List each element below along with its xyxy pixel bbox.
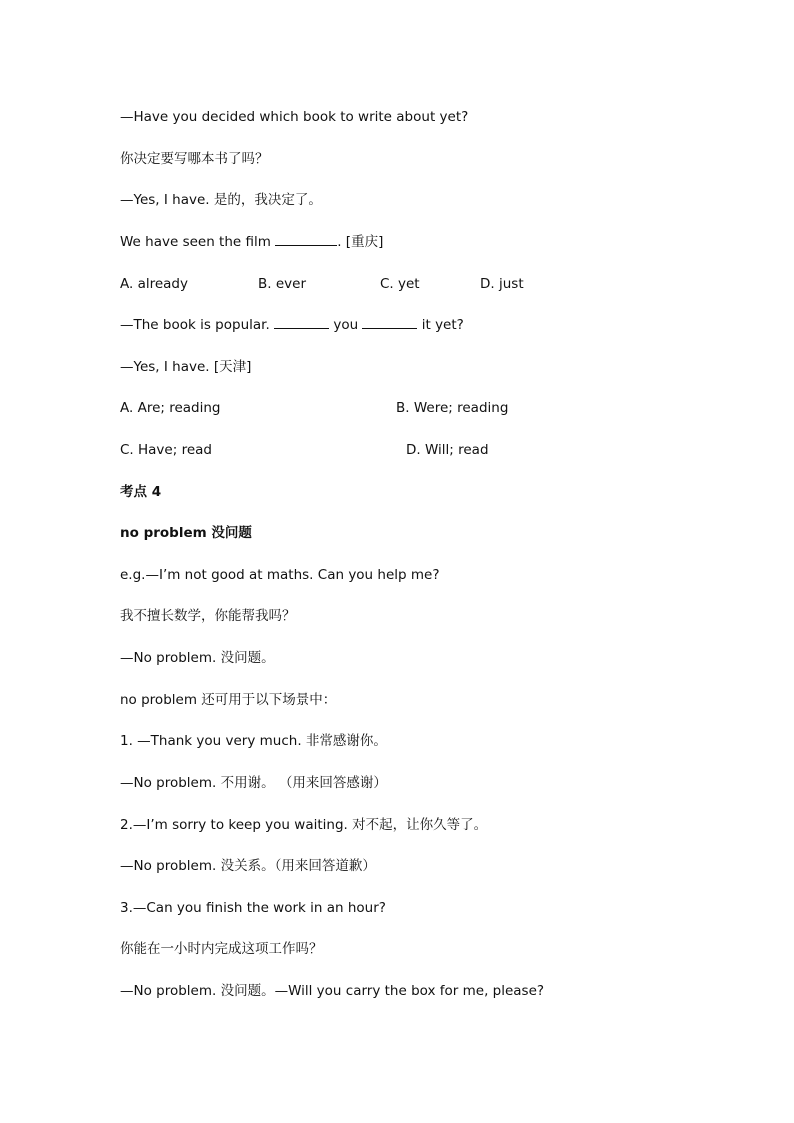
answer-blank: [274, 316, 329, 329]
scenario-1-answer: —No problem. 不用谢。 （用来回答感谢）: [120, 775, 387, 791]
section-heading: 考点 4: [120, 484, 162, 500]
exercise-2-stem: [120, 316, 464, 334]
option-c: C. yet: [380, 276, 420, 292]
exercise-2-text-post: it yet?: [417, 317, 464, 333]
scenario-3: 3.—Can you finish the work in an hour?: [120, 900, 386, 916]
scenario-3-answer: —No problem. 没问题。—Will you carry the box for me, please?: [120, 983, 545, 999]
example-sentence: e.g.—I’m not good at maths. Can you help me?: [120, 567, 440, 583]
topic-heading: no problem 没问题: [120, 525, 252, 541]
answer-blank: [362, 316, 417, 329]
option-b: B. Were; reading: [396, 400, 509, 416]
exercise-2-text-mid: you: [329, 317, 363, 333]
usage-note: no problem 还可用于以下场景中：: [120, 692, 337, 708]
exercise-2-answer: —Yes, I have. [天津]: [120, 359, 252, 375]
option-a: A. Are; reading: [120, 400, 221, 416]
dialog-question-translation: 你决定要写哪本书了吗？: [120, 151, 269, 167]
dialog-question: —Have you decided which book to write about yet?: [120, 109, 469, 125]
exercise-1-text-pre: We have seen the film: [120, 234, 276, 250]
option-c: C. Have; read: [120, 442, 212, 458]
answer-blank: [275, 233, 337, 246]
scenario-2-answer: —No problem. 没关系。（用来回答道歉）: [120, 858, 376, 874]
dialog-answer: —Yes, I have. 是的，我决定了。: [120, 192, 322, 208]
example-answer: —No problem. 没问题。: [120, 650, 275, 666]
option-b: B. ever: [258, 276, 306, 292]
exercise-2-text-pre: —The book is popular.: [120, 317, 275, 333]
scenario-3-translation: 你能在一小时内完成这项工作吗？: [120, 941, 323, 957]
option-d: D. Will; read: [406, 442, 489, 458]
scenario-1: 1. —Thank you very much. 非常感谢你。: [120, 733, 387, 749]
option-d: D. just: [480, 276, 524, 292]
exercise-1-text-post: . [重庆]: [337, 234, 384, 250]
exercise-1-stem: [120, 233, 383, 251]
scenario-2: 2.—I’m sorry to keep you waiting. 对不起，让你久等了。: [120, 817, 488, 833]
option-a: A. already: [120, 276, 188, 292]
example-translation: 我不擅长数学，你能帮我吗？: [120, 608, 296, 624]
